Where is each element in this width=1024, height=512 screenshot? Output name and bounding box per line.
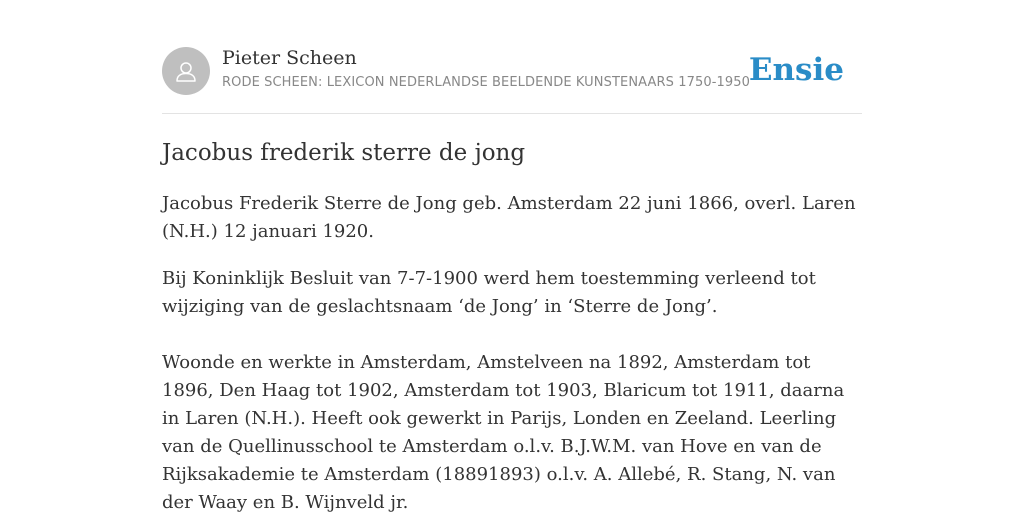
article-paragraph: Woonde en werkte in Amsterdam, Amstelveen na 1892, Amsterdam tot 1896, Den Haag tot 1902, Amsterdam tot 1903, Blaricum tot 1911, daarna in Laren (N.H.). Heeft ook gewerkt in Parijs, Londen en Zeeland. Leerling van de Quellinusschool te Amsterdam o.l.v. B.J.W.M. van Hove en van de Rijksakademie te Amsterdam (18891893) o.l.v. A. Allebé, R. Stang, N. van der Waay en B. Wijnveld jr.	[162, 352, 845, 512]
user-icon	[162, 47, 210, 95]
avatar[interactable]	[162, 47, 210, 95]
article-body	[162, 190, 862, 512]
article-title: Jacobus frederik sterre de jong	[162, 140, 526, 166]
article-header	[162, 44, 862, 100]
article-paragraph: Jacobus Frederik Sterre de Jong geb. Amsterdam 22 juni 1866, overl. Laren (N.H.) 12 januari 1920.	[162, 193, 856, 242]
source-name[interactable]: RODE SCHEEN: LEXICON NEDERLANDSE BEELDENDE KUNSTENAARS 1750-1950	[222, 75, 750, 90]
article-paragraph: Bij Koninklijk Besluit van 7-7-1900 werd hem toestemming verleend tot wijziging van de geslachtsnaam ‘de Jong’ in ‘Sterre de Jong’.	[162, 268, 816, 317]
header-divider	[162, 113, 862, 114]
author-name[interactable]: Pieter Scheen	[222, 47, 357, 69]
brand-logo[interactable]: Ensie	[748, 52, 844, 88]
